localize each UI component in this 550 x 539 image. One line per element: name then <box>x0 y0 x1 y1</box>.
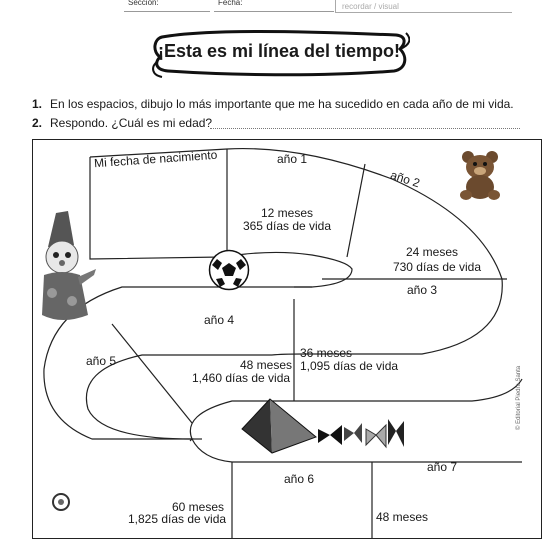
birth-date-label: Mi fecha de nacimiento <box>93 147 218 171</box>
soccer-ball-icon <box>208 249 250 291</box>
year-6-label: año 6 <box>284 472 315 486</box>
instruction-number: 1. <box>32 97 43 111</box>
instruction-text: En los espacios, dibujo lo más importante que me ha sucedido en cada año de mi vida. <box>50 97 514 111</box>
year-4-days: 1,460 días de vida <box>192 371 291 385</box>
year-7-label: año 7 <box>427 460 458 474</box>
year-5-label: año 5 <box>86 354 117 368</box>
year-3-months: 36 meses <box>300 346 353 360</box>
year-3-days: 1,095 días de vida <box>300 359 399 373</box>
title-banner <box>148 27 410 79</box>
pyramid-icon <box>240 397 318 455</box>
page-title: ¡Esta es mi línea del tiempo! <box>157 41 401 61</box>
clown-doll-icon <box>38 211 98 329</box>
instruction-1 <box>32 97 514 111</box>
year-2-days: 730 días de vida <box>392 260 482 274</box>
year-4-months: 48 meses <box>240 358 293 372</box>
year-1-label: año 1 <box>277 152 308 166</box>
instruction-number: 2. <box>32 116 43 130</box>
year-2-label: año 2 <box>388 167 422 191</box>
date-line <box>214 11 334 12</box>
bow-ties-icon <box>316 417 406 457</box>
small-toy-icon <box>50 491 72 521</box>
instruction-text: Respondo. ¿Cuál es mi edad? <box>50 116 213 130</box>
year-5-days: 1,825 días de vida <box>128 512 227 526</box>
section-line <box>124 11 210 12</box>
year-3-label: año 3 <box>407 283 438 297</box>
year-4-label: año 4 <box>204 313 235 327</box>
instruction-2 <box>32 116 212 130</box>
worksheet-header <box>0 0 550 14</box>
year-5-months: 60 meses <box>172 500 225 514</box>
timeline-board <box>32 139 542 539</box>
date-label: Fecha: <box>218 0 243 7</box>
teddy-bear-icon <box>456 149 504 201</box>
year-1-months: 12 meses <box>260 206 314 220</box>
header-right-label: recordar / visual <box>342 2 399 11</box>
section-label: Sección: <box>128 0 159 7</box>
year-6-months: 48 meses <box>376 510 429 524</box>
publisher-credit: © Editorial Piedra Santa <box>516 365 522 430</box>
year-1-days: 365 días de vida <box>242 219 332 233</box>
answer-line <box>210 128 520 129</box>
year-2-months: 24 meses <box>405 245 459 259</box>
